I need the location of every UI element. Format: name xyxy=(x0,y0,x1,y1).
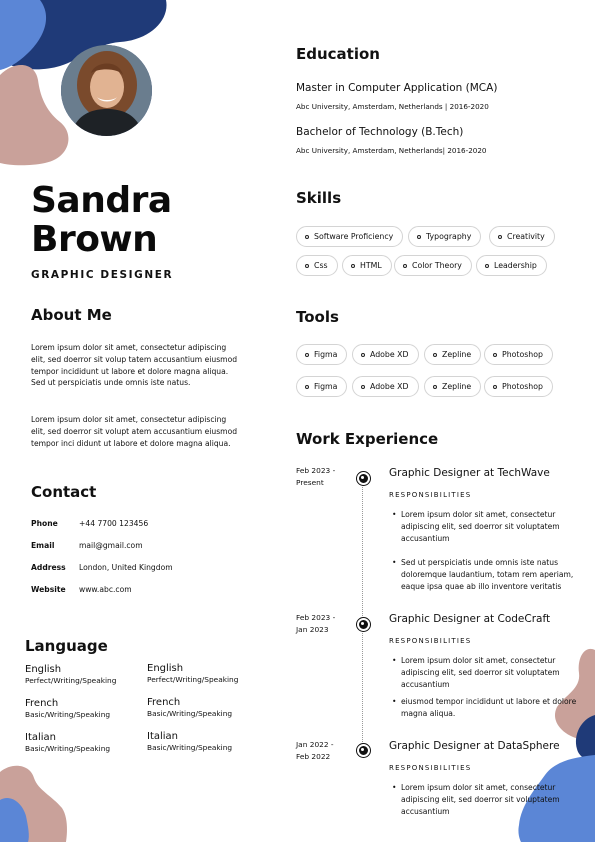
bullet-circle-icon xyxy=(498,235,502,239)
tool-label: Zepline xyxy=(442,382,472,391)
bullet-circle-icon xyxy=(351,264,355,268)
tool-label: Figma xyxy=(314,382,338,391)
job-bullet: • Lorem ipsum dolor sit amet, consectetur adipiscing elit, sed doerror sit voluptatem accusantium xyxy=(401,509,579,545)
skill-label: Css xyxy=(314,261,328,270)
contact-value: +44 7700 123456 xyxy=(79,519,149,528)
skill-label: Color Theory xyxy=(412,261,462,270)
job-date-start: Feb 2023 - xyxy=(296,466,336,475)
language-level: Basic/Writing/Speaking xyxy=(147,743,233,752)
language-name: Italian xyxy=(147,731,179,742)
tool-tag xyxy=(352,344,419,365)
language-level: Basic/Writing/Speaking xyxy=(25,710,111,719)
about-paragraph-1: Lorem ipsum dolor sit amet, consectetur adipiscing elit, sed doerror sit volup tatem accusantium eiusmod tempor incididunt ut labore et dolore magna aliqua. Sed ut perspiciatis unde omnis iste natus. xyxy=(31,343,238,388)
tool-tag xyxy=(484,376,553,397)
skill-tag xyxy=(408,226,481,247)
skill-label: Leadership xyxy=(494,261,537,270)
about-paragraph-2: Lorem ipsum dolor sit amet, consectetur adipiscing elit, sed doerror sit volupt atem accusantium eiusmod tempor inci didunt ut labore et dolore magna aliqua. xyxy=(31,415,238,448)
job-bullet: • Lorem ipsum dolor sit amet, consectetur adipiscing elit, sed doerror sit voluptatem accusantium xyxy=(401,655,579,691)
language-title: Language xyxy=(25,637,108,655)
language-item xyxy=(25,698,110,719)
tool-tag xyxy=(296,376,347,397)
bullet-circle-icon xyxy=(305,353,309,357)
skill-tag xyxy=(394,255,472,276)
job-date-end: Jan 2023 xyxy=(296,625,329,634)
bullet-circle-icon xyxy=(305,385,309,389)
skill-label: HTML xyxy=(360,261,382,270)
tool-label: Adobe XD xyxy=(370,382,409,391)
decorative-blob-bottom-left xyxy=(0,760,70,842)
responsibilities-label: RESPONSIBILITIES xyxy=(389,637,472,645)
avatar xyxy=(61,45,152,136)
language-item xyxy=(147,731,232,752)
bullet-circle-icon xyxy=(305,264,309,268)
language-item xyxy=(147,697,232,718)
job-date-end: Feb 2022 xyxy=(296,752,331,761)
tool-tag xyxy=(296,344,347,365)
job-bullet: • Sed ut perspiciatis unde omnis iste natus doloremque laudantium, totam rem aperiam, eaque ipsa quae ab illo inventore veritatis xyxy=(401,557,579,593)
job-dates xyxy=(296,612,335,636)
timeline-marker-icon xyxy=(357,618,370,631)
bullet-circle-icon xyxy=(305,235,309,239)
tool-label: Photoshop xyxy=(502,382,543,391)
education-detail: Abc University, Amsterdam, Netherlands| 2016-2020 xyxy=(296,146,487,155)
job-title: Graphic Designer at TechWave xyxy=(389,467,550,479)
language-level: Perfect/Writing/Speaking xyxy=(147,675,239,684)
timeline-marker-icon xyxy=(357,472,370,485)
responsibilities-label: RESPONSIBILITIES xyxy=(389,764,472,772)
bullet-circle-icon xyxy=(433,353,437,357)
responsibilities-label: RESPONSIBILITIES xyxy=(389,491,472,499)
language-item xyxy=(25,664,116,685)
tool-label: Zepline xyxy=(442,350,472,359)
tools-title: Tools xyxy=(296,308,339,326)
language-name: French xyxy=(147,697,181,708)
job-dates xyxy=(296,465,335,489)
job-bullet: • eiusmod tempor incididunt ut labore et dolore magna aliqua. xyxy=(401,696,579,720)
skills-title: Skills xyxy=(296,189,342,207)
job-date-start: Feb 2023 - xyxy=(296,613,336,622)
tool-tag xyxy=(424,376,481,397)
first-name: Sandra xyxy=(31,180,172,221)
bullet-circle-icon xyxy=(417,235,421,239)
timeline-marker-icon xyxy=(357,744,370,757)
skill-tag xyxy=(296,226,403,247)
contact-label: Address xyxy=(31,563,66,572)
last-name: Brown xyxy=(31,219,158,260)
contact-value: London, United Kingdom xyxy=(79,563,173,572)
tool-label: Adobe XD xyxy=(370,350,409,359)
contact-label: Email xyxy=(31,541,55,550)
tool-label: Figma xyxy=(314,350,338,359)
contact-value: mail@gmail.com xyxy=(79,541,143,550)
skill-tag xyxy=(476,255,547,276)
job-title: Graphic Designer at DataSphere xyxy=(389,740,560,752)
job-role: GRAPHIC DESIGNER xyxy=(31,269,174,281)
bullet-circle-icon xyxy=(493,353,497,357)
education-degree: Bachelor of Technology (B.Tech) xyxy=(296,126,464,138)
skill-tag xyxy=(342,255,392,276)
contact-label: Phone xyxy=(31,519,58,528)
job-dates xyxy=(296,739,334,763)
skill-label: Software Proficiency xyxy=(314,232,394,241)
job-title: Graphic Designer at CodeCraft xyxy=(389,613,551,625)
language-level: Basic/Writing/Speaking xyxy=(25,744,111,753)
contact-title: Contact xyxy=(31,483,97,501)
bullet-circle-icon xyxy=(493,385,497,389)
contact-value: www.abc.com xyxy=(79,585,132,594)
bullet-circle-icon xyxy=(403,264,407,268)
job-date-start: Jan 2022 - xyxy=(296,740,334,749)
timeline-line xyxy=(362,478,363,750)
language-name: French xyxy=(25,698,59,709)
language-level: Basic/Writing/Speaking xyxy=(147,709,233,718)
bullet-circle-icon xyxy=(433,385,437,389)
tool-tag xyxy=(484,344,553,365)
contact-label: Website xyxy=(31,585,66,594)
bullet-circle-icon xyxy=(361,385,365,389)
skill-label: Typography xyxy=(426,232,472,241)
language-name: English xyxy=(25,664,62,675)
language-item xyxy=(147,663,238,684)
job-bullet: • Lorem ipsum dolor sit amet, consectetur adipiscing elit, sed doerror sit voluptatem accusantium xyxy=(401,782,579,818)
education-title: Education xyxy=(296,45,380,63)
language-item xyxy=(25,732,110,753)
tool-tag xyxy=(424,344,481,365)
experience-title: Work Experience xyxy=(296,430,439,448)
skill-label: Creativity xyxy=(507,232,545,241)
bullet-circle-icon xyxy=(485,264,489,268)
education-detail: Abc University, Amsterdam, Netherlands | 2016-2020 xyxy=(296,102,489,111)
full-name xyxy=(31,181,172,259)
skill-tag xyxy=(489,226,555,247)
language-level: Perfect/Writing/Speaking xyxy=(25,676,117,685)
skill-tag xyxy=(296,255,338,276)
about-title: About Me xyxy=(31,306,112,324)
tool-tag xyxy=(352,376,419,397)
bullet-circle-icon xyxy=(361,353,365,357)
education-degree: Master in Computer Application (MCA) xyxy=(296,82,498,94)
language-name: English xyxy=(147,663,184,674)
tool-label: Photoshop xyxy=(502,350,543,359)
language-name: Italian xyxy=(25,732,57,743)
job-date-end: Present xyxy=(296,478,324,487)
